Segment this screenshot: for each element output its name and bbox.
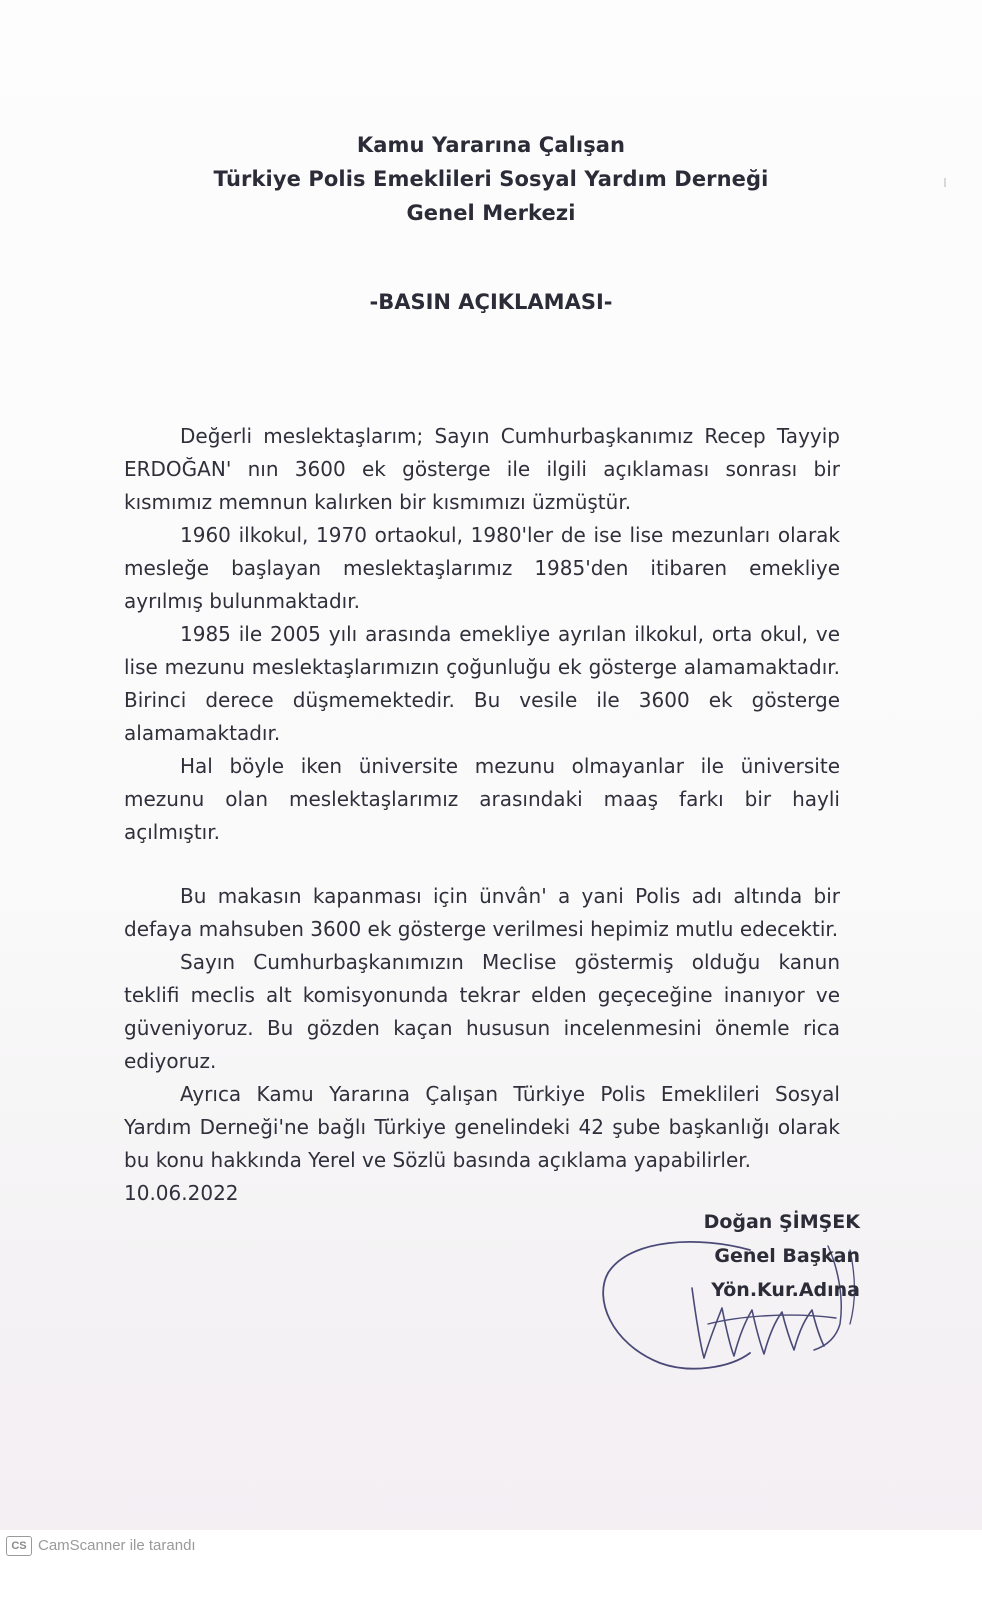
signature-block bbox=[660, 1205, 860, 1307]
header-line-2: Türkiye Polis Emeklileri Sosyal Yardım Derneği bbox=[213, 167, 769, 191]
document-body bbox=[124, 420, 840, 1210]
paragraph-4: Hal böyle iken üniversite mezunu olmayanlar ile üniversite mezunu olan meslektaşlarımız arasındaki maaş farkı bir hayli açılmıştır. bbox=[124, 754, 840, 844]
header-line-3: Genel Merkezi bbox=[406, 201, 576, 225]
paragraph-2: 1960 ilkokul, 1970 ortaokul, 1980'ler de ise lise mezunları olarak mesleğe başlayan meslektaşlarımız 1985'den itibaren emekliye ayrılmış bulunmaktadır. bbox=[124, 523, 840, 613]
paragraph-5: Bu makasın kapanması için ünvân' a yani Polis adı altında bir defaya mahsuben 3600 ek gösterge verilmesi hepimiz mutlu edecektir. bbox=[124, 884, 840, 941]
paragraph-1: Değerli meslektaşlarım; Sayın Cumhurbaşkanımız Recep Tayyip ERDOĞAN' nın 3600 ek gösterge ile ilgili açıklaması sonrası bir kısmımız memnun kalırken bir kısmımızı üzmüştür. bbox=[124, 424, 840, 514]
signatory-title: Genel Başkan bbox=[714, 1245, 860, 1267]
header-line-1: Kamu Yararına Çalışan bbox=[356, 133, 626, 157]
signatory-on-behalf: Yön.Kur.Adına bbox=[711, 1279, 860, 1301]
camscanner-watermark-text: CamScanner ile tarandı bbox=[38, 1537, 196, 1554]
paragraph-7: Ayrıca Kamu Yararına Çalışan Türkiye Polis Emeklileri Sosyal Yardım Derneği'ne bağlı Türkiye genelindeki 42 şube başkanlığı olarak bu konu hakkında Yerel ve Sözlü basında açıklama yapabilirler. bbox=[124, 1082, 840, 1172]
camscanner-logo-icon: CS bbox=[6, 1536, 32, 1556]
paragraph-6: Sayın Cumhurbaşkanımızın Meclise göstermiş olduğu kanun teklifi meclis alt komisyonunda tekrar elden geçeceğine inanıyor ve güveniyoruz. Bu gözden kaçan hususun incelenmesini önemle rica ediyoruz. bbox=[124, 950, 840, 1073]
letterhead bbox=[0, 128, 982, 230]
paragraph-3: 1985 ile 2005 yılı arasında emekliye ayrılan ilkokul, orta okul, ve lise mezunu meslektaşlarımızın çoğunluğu ek gösterge alamamaktadır. Birinci derece düşmemektedir. Bu vesile ile 3600 ek gösterge alamamaktadır. bbox=[124, 622, 840, 745]
press-release-title: -BASIN AÇIKLAMASI- bbox=[369, 290, 613, 314]
signatory-name: Doğan ŞİMŞEK bbox=[703, 1211, 860, 1233]
document-date: 10.06.2022 bbox=[124, 1181, 239, 1205]
